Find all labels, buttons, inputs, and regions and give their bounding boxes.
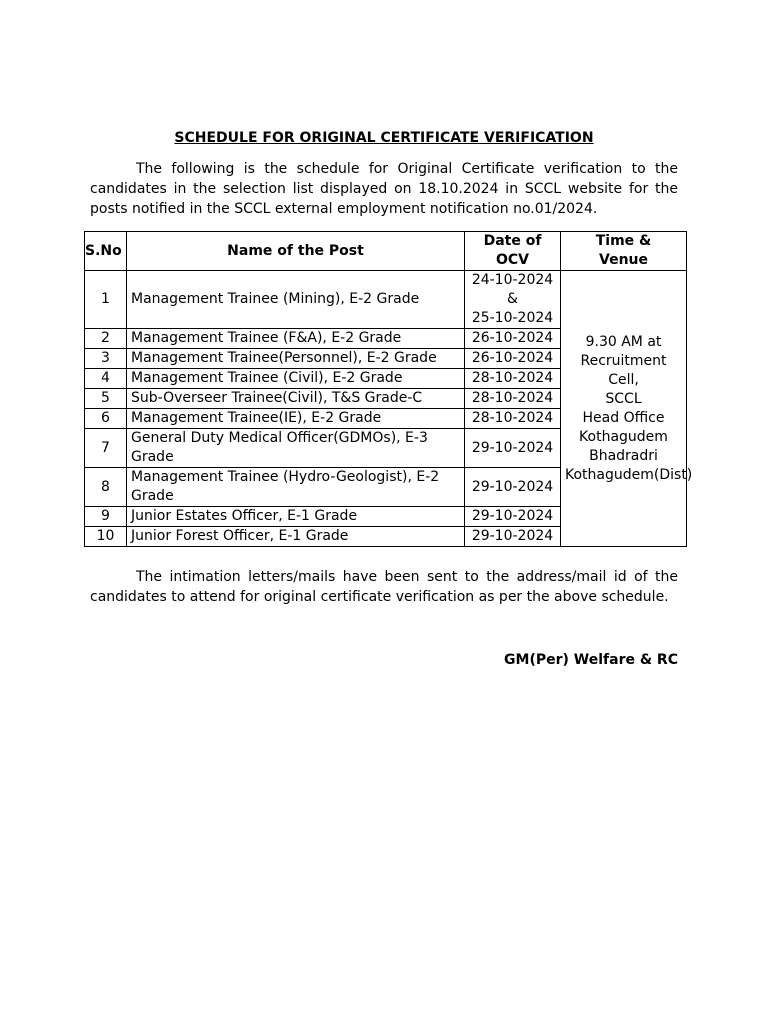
header-date-line2: OCV xyxy=(495,252,529,268)
document-title: SCHEDULE FOR ORIGINAL CERTIFICATE VERIFICATION xyxy=(174,130,594,146)
cell-date: 29-10-2024 xyxy=(465,527,561,547)
cell-date: 28-10-2024 xyxy=(465,389,561,409)
cell-sno: 9 xyxy=(85,507,127,527)
date-line1: 24-10-2024 xyxy=(471,272,554,288)
date-line2: 25-10-2024 xyxy=(471,310,554,326)
cell-post: Management Trainee(Personnel), E-2 Grade xyxy=(127,349,465,369)
cell-post: Management Trainee(IE), E-2 Grade xyxy=(127,409,465,429)
venue-line: Kothagudem(Dist) xyxy=(565,466,693,483)
venue-line: Head Office xyxy=(582,409,665,426)
cell-post: Junior Estates Officer, E-1 Grade xyxy=(127,507,465,527)
cell-date xyxy=(465,271,561,329)
cell-date: 29-10-2024 xyxy=(465,429,561,468)
cell-sno: 1 xyxy=(85,271,127,329)
date-separator: & xyxy=(507,291,518,307)
venue-line: Kothagudem xyxy=(579,428,668,445)
cell-post: Management Trainee (F&A), E-2 Grade xyxy=(127,329,465,349)
cell-date: 29-10-2024 xyxy=(465,468,561,507)
closing-paragraph: The intimation letters/mails have been sent to the address/mail id of the candidates to attend for original certificate verification as per the above schedule. xyxy=(90,569,678,605)
venue-line: Bhadradri xyxy=(589,447,658,464)
cell-sno: 7 xyxy=(85,429,127,468)
header-venue xyxy=(561,232,687,271)
cell-date: 29-10-2024 xyxy=(465,507,561,527)
header-venue-line2: Venue xyxy=(599,252,648,268)
cell-post: Management Trainee (Civil), E-2 Grade xyxy=(127,369,465,389)
table-row xyxy=(85,271,687,329)
header-sno: S.No xyxy=(85,232,127,271)
cell-sno: 8 xyxy=(85,468,127,507)
cell-date: 26-10-2024 xyxy=(465,329,561,349)
cell-date: 28-10-2024 xyxy=(465,369,561,389)
header-date xyxy=(465,232,561,271)
cell-venue xyxy=(561,271,693,547)
venue-line: Recruitment Cell, xyxy=(580,352,667,388)
cell-sno: 10 xyxy=(85,527,127,547)
cell-sno: 6 xyxy=(85,409,127,429)
venue-line: 9.30 AM at xyxy=(585,333,662,350)
intro-paragraph: The following is the schedule for Original Certificate verification to the candidates in the selection list displayed on 18.10.2024 in SCCL website for the posts notified in the SCCL external employment notification no.01/2024. xyxy=(90,161,678,217)
cell-date: 28-10-2024 xyxy=(465,409,561,429)
table-header-row xyxy=(85,232,687,271)
cell-sno: 2 xyxy=(85,329,127,349)
venue-line: SCCL xyxy=(605,390,642,407)
cell-post: Management Trainee (Hydro-Geologist), E-2 Grade xyxy=(127,468,465,507)
header-post: Name of the Post xyxy=(127,232,465,271)
cell-post: Junior Forest Officer, E-1 Grade xyxy=(127,527,465,547)
header-venue-line1: Time & xyxy=(595,233,652,249)
cell-date: 26-10-2024 xyxy=(465,349,561,369)
header-date-line1: Date of xyxy=(483,233,542,249)
cell-sno: 3 xyxy=(85,349,127,369)
cell-sno: 4 xyxy=(85,369,127,389)
cell-post: Sub-Overseer Trainee(Civil), T&S Grade-C xyxy=(127,389,465,409)
cell-post: General Duty Medical Officer(GDMOs), E-3 Grade xyxy=(127,429,465,468)
cell-sno: 5 xyxy=(85,389,127,409)
cell-post: Management Trainee (Mining), E-2 Grade xyxy=(127,271,465,329)
signature-line: GM(Per) Welfare & RC xyxy=(504,652,678,668)
schedule-table xyxy=(84,231,693,547)
